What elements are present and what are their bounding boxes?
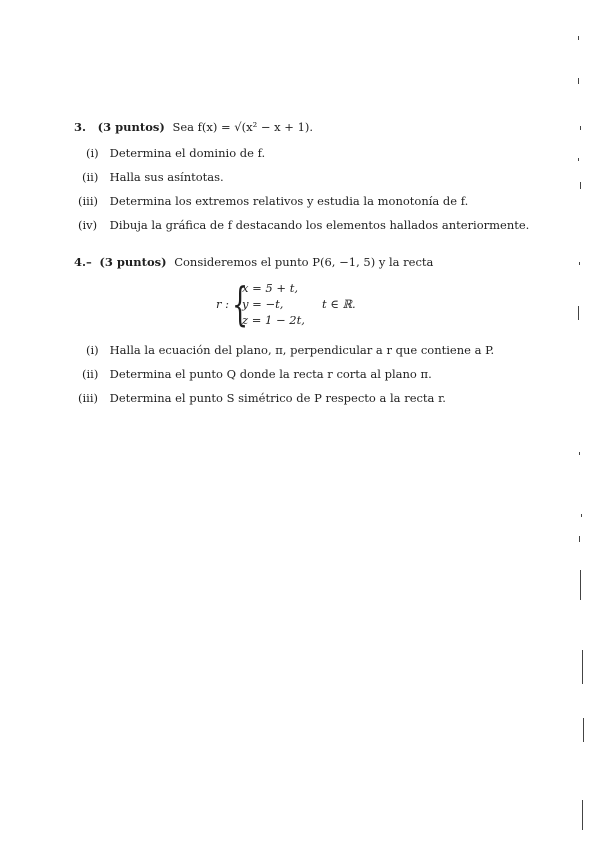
item-label: (i) — [86, 343, 99, 357]
item-text: Dibuja la gráfica de f destacando los elementos hallados anteriormente. — [109, 218, 530, 232]
problem-3-item-ii — [82, 170, 224, 184]
problem-4-item-ii — [82, 367, 432, 381]
item-text: Halla la ecuación del plano, π, perpendicular a r que contiene a P. — [109, 343, 495, 357]
equation-x: x = 5 + t, — [242, 281, 298, 295]
item-text: Determina el punto Q donde la recta r corta al plano π. — [109, 367, 432, 381]
problem-4-item-iii — [78, 391, 446, 405]
item-text: Determina el punto S simétrico de P respecto a la recta r. — [109, 391, 446, 405]
equation-y: y = −t, — [242, 297, 284, 311]
problem-4-points: (3 puntos) — [99, 255, 167, 269]
problem-3-header — [74, 120, 313, 134]
line-equation-system — [216, 277, 356, 331]
equation-z: z = 1 − 2t, — [242, 313, 305, 327]
problem-3-item-iv — [78, 218, 529, 232]
problem-3-points: (3 puntos) — [97, 120, 165, 134]
item-text: Determina el dominio de f. — [109, 146, 266, 160]
item-text: Determina los extremos relativos y estudia la monotonía de f. — [109, 194, 469, 208]
brace-symbol: { — [232, 277, 249, 331]
item-label: (ii) — [82, 170, 99, 184]
item-label: (i) — [86, 146, 99, 160]
item-label: (ii) — [82, 367, 99, 381]
problem-4-number: 4.– — [74, 255, 92, 269]
problem-3-statement: Sea f(x) = √(x² − x + 1). — [172, 120, 314, 134]
item-label: (iii) — [78, 194, 99, 208]
problem-4-statement: Consideremos el punto P(6, −1, 5) y la recta — [174, 255, 434, 269]
parameter-domain: t ∈ ℝ. — [322, 297, 356, 311]
item-text: Halla sus asíntotas. — [109, 170, 224, 184]
problem-3-item-i — [86, 146, 265, 160]
problem-4-header — [74, 255, 433, 269]
problem-3-item-iii — [78, 194, 468, 208]
problem-4-item-i — [86, 343, 494, 357]
line-name: r : — [216, 297, 230, 311]
problem-3-number: 3. — [74, 120, 87, 134]
item-label: (iv) — [78, 218, 98, 232]
item-label: (iii) — [78, 391, 99, 405]
